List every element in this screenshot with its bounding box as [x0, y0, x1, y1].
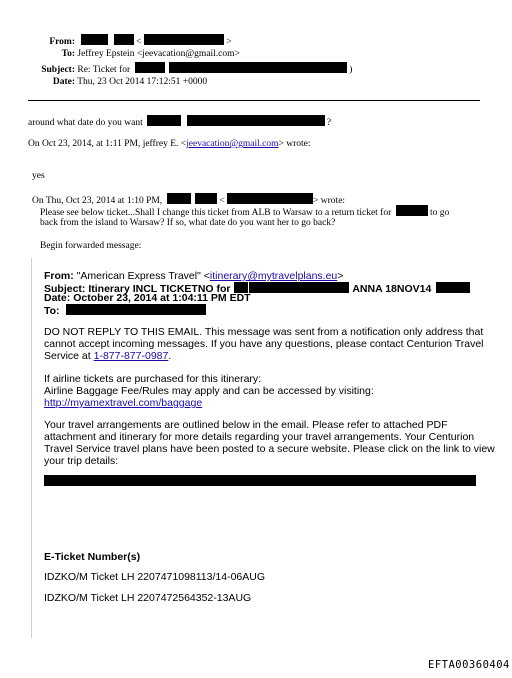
- fwd-date-value: October 23, 2014 at 1:04:11 PM EDT: [73, 292, 251, 304]
- baggage-link: [44, 398, 202, 410]
- fwd-date-label: Date:: [44, 292, 71, 304]
- redaction: [436, 282, 470, 293]
- reply-line: [28, 115, 331, 129]
- redaction: [249, 282, 349, 293]
- fwd-to-label: To:: [44, 305, 60, 317]
- header-to-value: Jeffrey Epstein <jeevacation@gmail.com>: [77, 49, 240, 59]
- header-from-label: From:: [49, 37, 75, 47]
- redaction: [114, 34, 134, 45]
- eticket-line: IDZKO/M Ticket LH 2207471098113/14-06AUG: [44, 571, 266, 583]
- quote1-prefix: On Oct 23, 2014, at 1:11 PM, jeffrey E. <: [28, 139, 187, 149]
- redacted-link-bar: [44, 475, 476, 486]
- redaction: [144, 34, 224, 45]
- redaction: [187, 115, 325, 126]
- begin-forwarded: Begin forwarded message:: [40, 241, 142, 251]
- arrangements-line2: attachment and itinerary for more details regarding your travel arrangements. Your Centurion: [44, 431, 475, 443]
- quote1-suffix: > wrote:: [278, 139, 311, 149]
- redaction: [227, 193, 313, 204]
- eticket-line: IDZKO/M Ticket LH 2207472564352-13AUG: [44, 592, 252, 604]
- document-id: EFTA00360404: [428, 659, 510, 671]
- header-to-label: To:: [61, 49, 75, 59]
- fwd-from-end: >: [337, 270, 344, 282]
- quote2-lt: <: [219, 196, 225, 206]
- header-date-label: Date:: [52, 77, 75, 87]
- quote-bar: [31, 258, 32, 638]
- eticket-title: E-Ticket Number(s): [44, 551, 141, 563]
- redaction: [135, 62, 165, 73]
- arrangements-line4: your trip details:: [44, 455, 119, 467]
- fwd-from-label: From:: [44, 270, 74, 282]
- fwd-from-row: [44, 271, 343, 283]
- quote2-text1: Please see below ticket...Shall I change this ticket from ALB to Warsaw to a return ticket for: [40, 208, 392, 218]
- redaction: [396, 205, 428, 216]
- redaction: [167, 193, 191, 204]
- quote2-text1-end: to go: [430, 208, 450, 218]
- header-subject-label: Subject:: [41, 65, 75, 75]
- quote1-line: [28, 138, 311, 150]
- notice-line2: cannot accept incoming messages. If you have any questions, please contact Centurion Travel: [44, 338, 484, 350]
- quote2-suffix: > wrote:: [313, 196, 346, 206]
- reply-text: around what date do you want: [28, 118, 143, 128]
- redaction: [195, 193, 217, 204]
- header-subject-value: Re: Ticket for: [77, 65, 131, 75]
- baggage-line2: Airline Baggage Fee/Rules may apply and can be accessed by visiting:: [44, 385, 374, 397]
- header-divider: [28, 100, 480, 101]
- header-lt: <: [136, 37, 142, 47]
- yes-line: yes: [32, 171, 45, 181]
- arrangements-line1: Your travel arrangements are outlined below in the email. Please refer to attached PDF: [44, 419, 448, 431]
- redaction: [66, 304, 206, 315]
- arrangements-line3: Travel Service travel plans have been posted to a secure website. Please click on the link to view: [44, 443, 495, 455]
- quote2-prefix: On Thu, Oct 23, 2014 at 1:10 PM,: [32, 196, 163, 206]
- notice-prefix: Service at: [44, 350, 91, 362]
- header-date-value: Thu, 23 Oct 2014 17:12:51 +0000: [77, 77, 208, 87]
- fwd-from-name: "American Express Travel" <: [76, 270, 210, 282]
- notice-line3: [44, 351, 171, 363]
- header-gt: >: [226, 37, 232, 47]
- notice-suffix: .: [168, 350, 172, 362]
- fwd-subject-value: Itinerary INCL TICKETNO for: [88, 283, 231, 295]
- redaction: [169, 62, 347, 73]
- baggage-line1: If airline tickets are purchased for this itinerary:: [44, 373, 262, 385]
- header-from-row: [0, 34, 232, 48]
- quote2-body-line2: back from the island to Warsaw? If so, what date do you want her to go back?: [40, 218, 336, 228]
- reply-qmark: ?: [326, 118, 332, 128]
- quote1-email-link[interactable]: jeevacation@gmail.com: [186, 139, 279, 149]
- redaction: [81, 34, 108, 45]
- header-to-row: [0, 48, 240, 60]
- fwd-date-row: [44, 293, 251, 305]
- phone-link[interactable]: 1-877-877-0987: [93, 350, 169, 362]
- header-subject-row: [0, 62, 352, 76]
- fwd-subject-name: ANNA 18NOV14: [352, 283, 432, 295]
- baggage-url-link[interactable]: http://myamextravel.com/baggage: [44, 397, 203, 409]
- redaction: [147, 115, 181, 126]
- header-date-row: [0, 76, 207, 88]
- notice-line1: DO NOT REPLY TO THIS EMAIL. This message was sent from a notification only address that: [44, 326, 484, 338]
- fwd-to-row: [44, 304, 206, 318]
- header-close-paren: ): [349, 65, 353, 75]
- fwd-subject-label: Subject:: [44, 283, 86, 295]
- fwd-from-email-link[interactable]: itinerary@mytravelplans.eu: [209, 270, 338, 282]
